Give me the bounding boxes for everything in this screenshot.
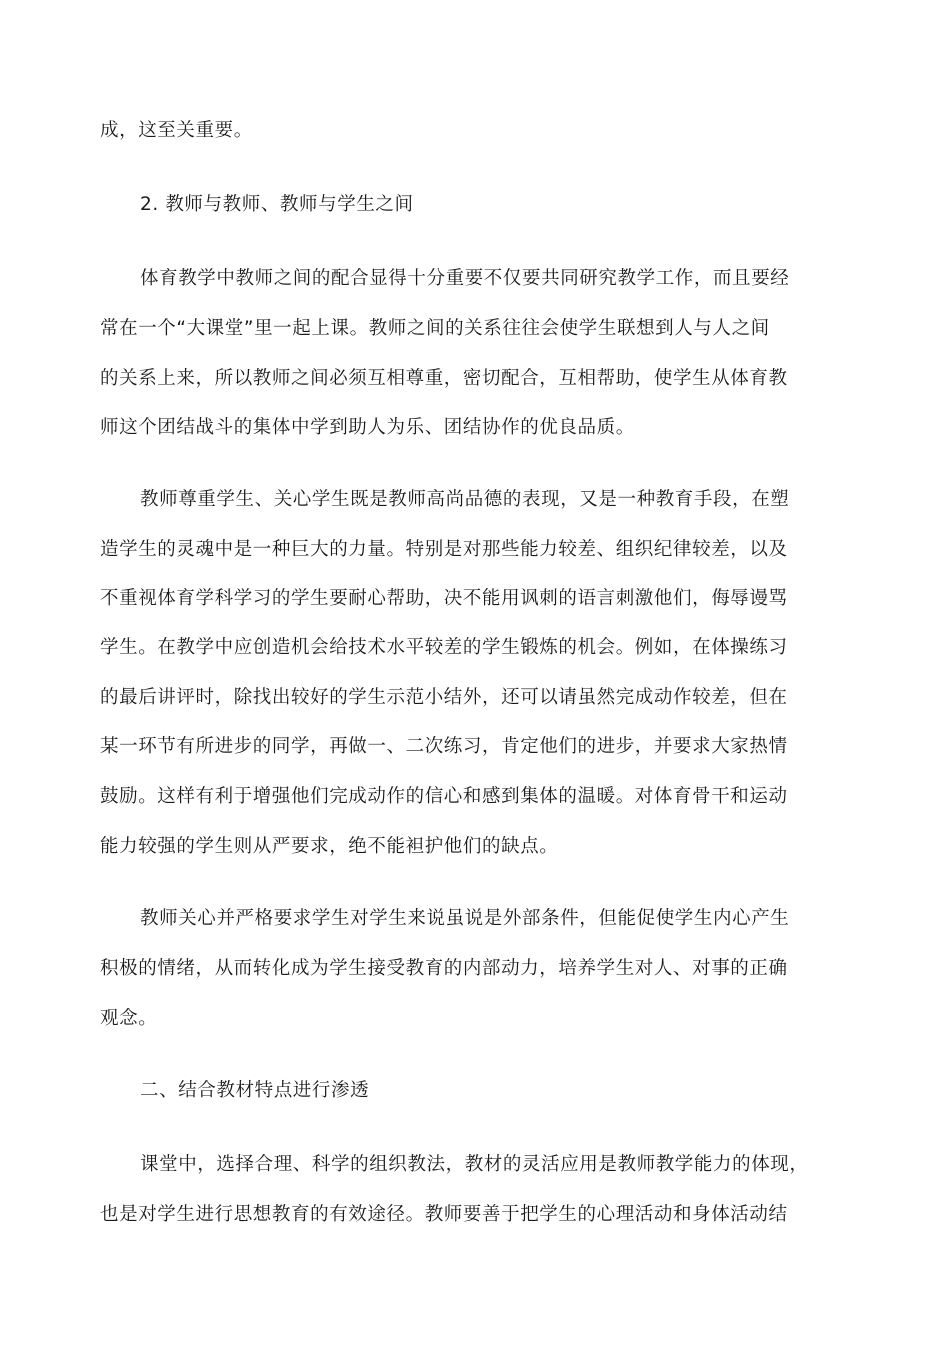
paragraph-continuation-line: 成，这至关重要。 — [100, 120, 253, 141]
paragraph-teacher-cooperation-line-3: 的关系上来，所以教师之间必须互相尊重，密切配合，互相帮助，使学生从体育教 — [100, 368, 788, 389]
paragraph-care-requirements-line-2: 积极的情绪，从而转化成为学生接受教育的内部动力，培养学生对人、对事的正确 — [100, 958, 788, 979]
paragraph-teacher-cooperation-line-2: 常在一个“大课堂”里一起上课。教师之间的关系往往会使学生联想到人与人之间 — [100, 318, 770, 339]
paragraph-respect-students-line-2: 造学生的灵魂中是一种巨大的力量。特别是对那些能力较差、组织纪律较差，以及 — [100, 539, 788, 560]
paragraph-respect-students-line-6: 某一环节有所进步的同学，再做一、二次练习，肯定他们的进步，并要求大家热情 — [100, 736, 788, 757]
paragraph-classroom-methods-line-1: 课堂中，选择合理、科学的组织教法，教材的灵活应用是教师教学能力的体现， — [140, 1154, 809, 1175]
section-heading-teacher-relations: 2. 教师与教师、教师与学生之间 — [140, 194, 414, 215]
paragraph-respect-students-line-7: 鼓励。这样有利于增强他们完成动作的信心和感到集体的温暖。对体育骨干和运动 — [100, 786, 788, 807]
paragraph-classroom-methods-line-2: 也是对学生进行思想教育的有效途径。教师要善于把学生的心理活动和身体活动结 — [100, 1204, 788, 1225]
paragraph-teacher-cooperation-line-4: 师这个团结战斗的集体中学到助人为乐、团结协作的优良品质。 — [100, 417, 635, 438]
paragraph-respect-students-line-5: 的最后讲评时，除找出较好的学生示范小结外，还可以请虽然完成动作较差，但在 — [100, 687, 788, 708]
paragraph-respect-students-line-4: 学生。在教学中应创造机会给技术水平较差的学生锻炼的机会。例如，在体操练习 — [100, 637, 788, 658]
paragraph-respect-students-line-3: 不重视体育学科学习的学生要耐心帮助，决不能用讽刺的语言刺激他们，侮辱谩骂 — [100, 588, 788, 609]
section-heading-teaching-materials: 二、结合教材特点进行渗透 — [140, 1080, 370, 1101]
paragraph-care-requirements-line-1: 教师关心并严格要求学生对学生来说虽说是外部条件，但能促使学生内心产生 — [140, 908, 790, 929]
paragraph-respect-students-line-8: 能力较强的学生则从严要求，绝不能袒护他们的缺点。 — [100, 836, 559, 857]
paragraph-care-requirements-line-3: 观念。 — [100, 1008, 158, 1029]
paragraph-respect-students-line-1: 教师尊重学生、关心学生既是教师高尚品德的表现，又是一种教育手段，在塑 — [140, 489, 790, 510]
paragraph-teacher-cooperation-line-1: 体育教学中教师之间的配合显得十分重要不仅要共同研究教学工作，而且要经 — [140, 268, 790, 289]
